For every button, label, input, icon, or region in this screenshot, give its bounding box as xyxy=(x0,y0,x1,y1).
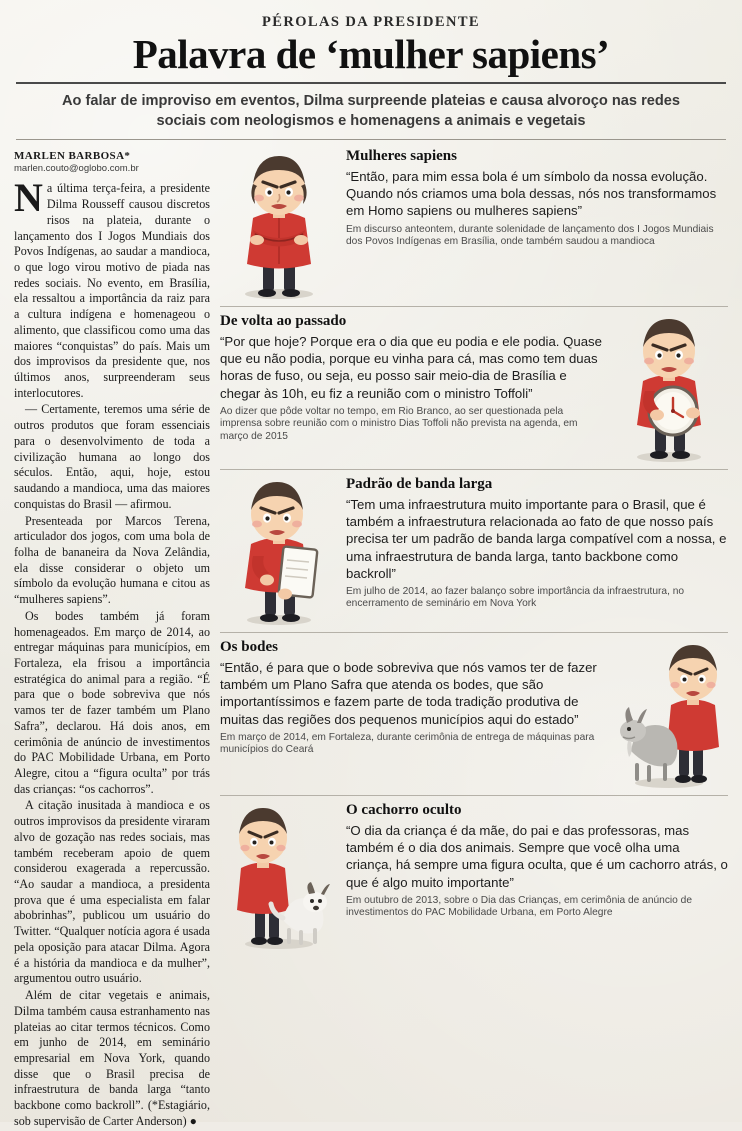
quote-note: Em março de 2014, em Fortaleza, durante cerimônia de entrega de máquinas para municípios do Ceará xyxy=(220,731,595,756)
quote-body: “Então, para mim essa bola é um símbolo da nossa evolução. Quando nós criamos uma bola dessas, nós nos transformamos em Homo sapiens ou mulheres sapiens” xyxy=(346,169,717,219)
quote-text xyxy=(220,639,602,757)
standfirst: Ao falar de improviso em eventos, Dilma surpreende plateias e causa alvoroço nas redes sociais com neologismos e homenagens a animais e vegetais xyxy=(61,93,681,129)
quote-block xyxy=(220,306,728,469)
quote-body: “O dia da criança é da mãe, do pai e das professoras, mas também é o dia dos animais. Sempre que você olha uma criança, há sempre uma figura oculta, que é um cachorro atrás, o que é algo muito importante” xyxy=(346,823,728,890)
byline-author: MARLEN BARBOSA* xyxy=(14,150,131,163)
drop-cap: N xyxy=(14,175,43,221)
byline-email: marlen.couto@oglobo.com.br xyxy=(14,163,139,175)
quote-note: Em outubro de 2013, sobre o Dia das Crianças, em cerimônia de anúncio de investimentos do PAC Mobilidade Urbana, em Porto Alegre xyxy=(346,894,693,919)
quote-body: “Então, é para que o bode sobreviva que nós vamos ter de fazer também um Plano Safra que atenda os bodes, que são importantíssimos e fazem parte de toda tradição produtiva de muitas das regiões dos pequenos municípios aqui do estado” xyxy=(220,660,597,727)
illustration-dilma-arms-crossed xyxy=(220,148,338,300)
illustration-dilma-dog xyxy=(220,802,338,950)
quote-title: Mulheres sapiens xyxy=(346,148,457,165)
kicker: PÉROLAS DA PRESIDENTE xyxy=(262,14,480,30)
header-rule xyxy=(16,82,726,84)
quote-note: Ao dizer que pôde voltar no tempo, em Rio Branco, ao ser questionada pela imprensa sobre reunião com o ministro Dias Toffoli não prevista na agenda, em março de 2015 xyxy=(220,405,578,443)
quote-block xyxy=(220,469,728,632)
quote-block xyxy=(220,632,728,795)
quote-title: Os bodes xyxy=(220,639,278,656)
quote-block xyxy=(220,148,728,306)
quote-block xyxy=(220,795,728,956)
article-paragraph-text: a última terça-feira, a presidente Dilma Rousseff causou discretos risos na plateia, durante o lançamento dos I Jogos Mundiais dos Povos Indígenas, ao saudar a mandioca, o que logo virou motivo de piada nas redes sociais. No evento, em Brasília, ela ressaltou a importância da raiz para a cultura indígena e homenageou o alimento, que classificou como uma das maiores “conquistas” do país. Mais um dos improvisos da presidente que, nos últimos anos, surpreenderam seus interlocutores. xyxy=(14,181,210,400)
article-paragraph: Os bodes também já foram homenageados. Em março de 2014, ao entregar máquinas para municípios, em Fortaleza, ela frisou a importância estratégica do animal para a região. “É para que o bode sobreviva que nós vamos ter de fazer também um Plano Safra”, declarou. Há dois anos, em cerimônia de anúncio de investimentos do PAC Mobilidade Urbana, em Porto Alegre, citou a “figura oculta” por trás das crianças: “os cachorros”. xyxy=(14,608,210,796)
article-paragraph: Presenteada por Marcos Terena, articulador dos jogos, com uma bola de folha de bananeira da Nova Zelândia, ela disse considerar o objeto um símbolo da evolução humana e citou as “mulheres sapiens”. xyxy=(14,513,210,607)
illustration-dilma-goat xyxy=(610,639,728,789)
article-body xyxy=(14,175,210,1129)
quote-title: Padrão de banda larga xyxy=(346,476,493,493)
illustration-dilma-tablet xyxy=(220,476,338,626)
article-paragraph: — Certamente, teremos uma série de outros produtos que foram essenciais para o desenvolvimento de toda a civilização humana ao longo dos séculos. Então, aqui, hoje, estou saudando a mandioca, uma das maiores conquistas do Brasil — afirmou. xyxy=(14,402,210,511)
page-title: Palavra de ‘mulher sapiens’ xyxy=(132,31,610,77)
quote-body: “Por que hoje? Porque era o dia que eu podia e ele podia. Quase que eu não podia, porque eu vinha para cá, mas como tem duas horas de fuso, ou seja, eu posso sair meio-dia de Brasília e chegar às 10h, eu fiz a reunião com o ministro Toffoli” xyxy=(220,334,602,401)
quote-title: O cachorro oculto xyxy=(346,802,462,819)
article-paragraph xyxy=(14,175,210,401)
quote-title: De volta ao passado xyxy=(220,313,347,330)
quote-note: Em discurso anteontem, durante solenidade de lançamento dos I Jogos Mundiais dos Povos Indígenas em Brasília, onde também saudou a mandioca xyxy=(346,223,714,248)
quote-text xyxy=(346,802,728,920)
quote-note: Em julho de 2014, ao fazer balanço sobre importância da infraestrutura, no encerramento de seminário em Nova York xyxy=(346,585,685,610)
standfirst-rule xyxy=(16,139,726,140)
quotes-column xyxy=(220,148,728,1130)
article-paragraph: A citação inusitada à mandioca e os outros improvisos da presidente viraram alvo de gozação nas redes sociais, mas também receberam apoio de quem considerou exagerada a repercussão. “Ao saudar a mandioca, a presidenta prova que é uma especialista em falar abobrinhas”, publicou um usuário do Twitter. “Qualquer notícia agora é usada pela oposição para atacar Dilma. Agora é a história da mandioca e da mulher”, argumentou outro usuário. xyxy=(14,798,210,986)
content-area xyxy=(14,148,728,1130)
quote-text xyxy=(346,476,728,611)
quote-body: “Tem uma infraestrutura muito importante para o Brasil, que é também a infraestrutura relacionada ao fato de que nosso país precisa ter um padrão de banda larga compatível com a nossa, e uma infraestrutura de banda larga, tanto backbone como backroll” xyxy=(346,497,727,581)
article-paragraph: Além de citar vegetais e animais, Dilma também causa estranhamento nas plateias ao citar termos técnicos. Como em junho de 2014, em seminário empresarial em Nova York, quando disse que o Brasil precisa de infraestrutura de banda larga “tanto backbone como backroll”. (*Estagiário, sob supervisão de Carter Anderson) ● xyxy=(14,988,210,1128)
illustration-dilma-clock xyxy=(610,313,728,463)
quote-text xyxy=(220,313,602,444)
quote-text xyxy=(346,148,728,249)
article-column xyxy=(14,148,210,1130)
